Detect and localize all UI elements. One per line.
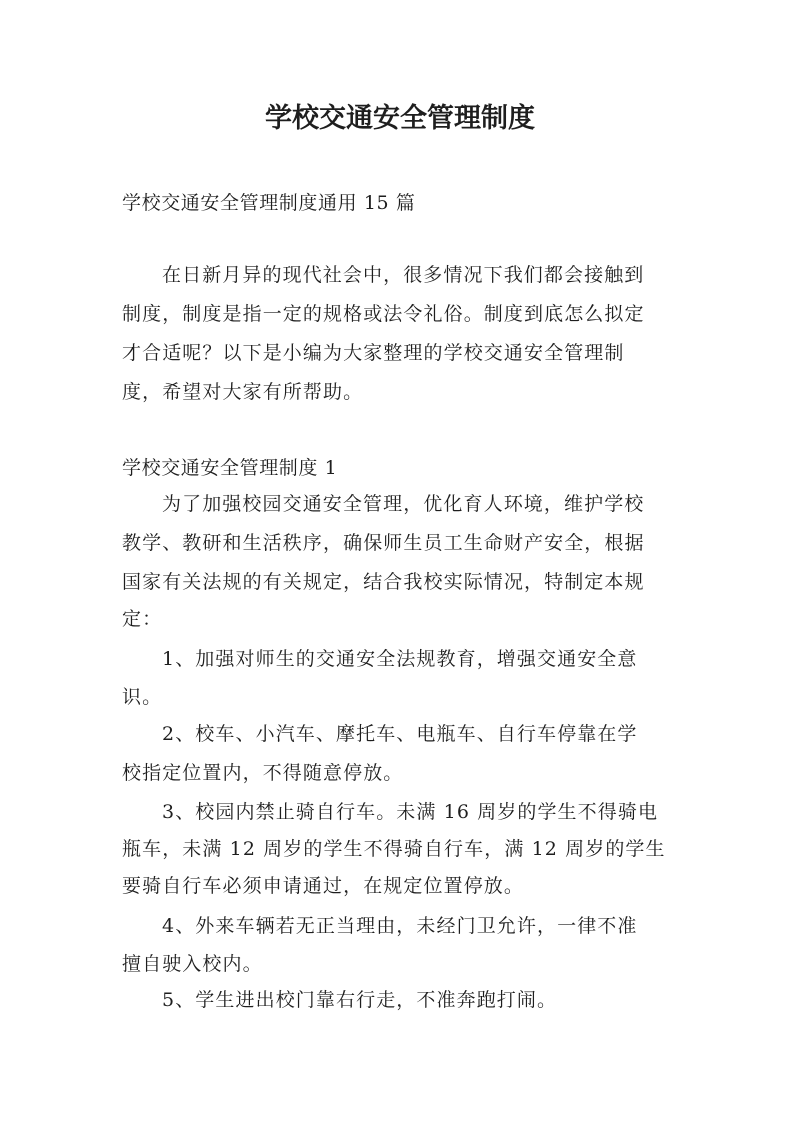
list-item: 3、校园内禁止骑自行车。未满 16 周岁的学生不得骑电 [162,801,659,823]
document-title: 学校交通安全管理制度 [265,103,535,134]
intro-line: 在日新月异的现代社会中，很多情况下我们都会接触到 [162,264,645,286]
list-item-continuation: 瓶车，未满 12 周岁的学生不得骑自行车，满 12 周岁的学生 [122,838,666,860]
body-line: 国家有关法规的有关规定，结合我校实际情况，特制定本规 [122,571,645,593]
body-line: 为了加强校园交通安全管理，优化育人环境，维护学校 [162,493,645,515]
section-heading: 学校交通安全管理制度 1 [122,457,338,479]
intro-line: 才合适呢？以下是小编为大家整理的学校交通安全管理制 [122,342,625,364]
list-item-continuation: 识。 [122,686,163,708]
list-item: 2、校车、小汽车、摩托车、电瓶车、自行车停靠在学 [162,723,638,745]
list-item: 4、外来车辆若无正当理由，未经门卫允许，一律不准 [162,915,638,937]
intro-line: 度，希望对大家有所帮助。 [122,381,364,403]
list-item-continuation: 擅自驶入校内。 [122,953,263,975]
document-subtitle: 学校交通安全管理制度通用 15 篇 [122,192,416,214]
list-item-continuation: 要骑自行车必须申请通过，在规定位置停放。 [122,875,525,897]
body-line: 教学、教研和生活秩序，确保师生员工生命财产安全，根据 [122,532,645,554]
list-item-continuation: 校指定位置内，不得随意停放。 [122,762,404,784]
body-line: 定： [122,608,163,630]
intro-line: 制度，制度是指一定的规格或法令礼俗。制度到底怎么拟定 [122,303,645,325]
list-item: 5、学生进出校门靠右行走，不准奔跑打闹。 [162,989,558,1011]
list-item: 1、加强对师生的交通安全法规教育，增强交通安全意 [162,648,638,670]
